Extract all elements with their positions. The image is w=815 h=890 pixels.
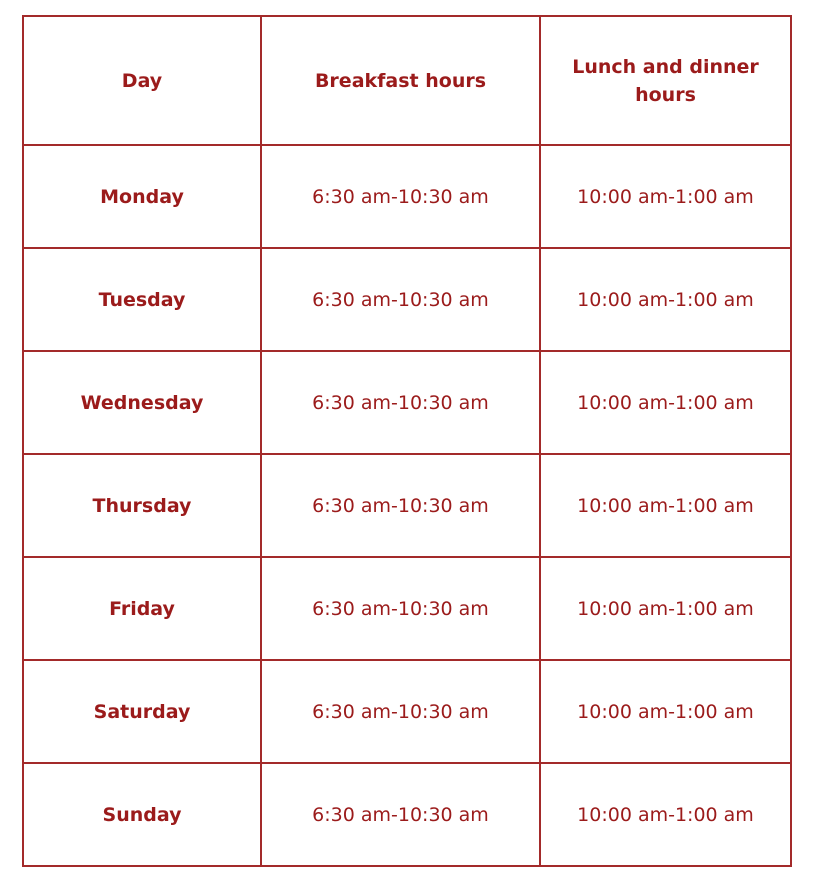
lunch-dinner-cell: 10:00 am-1:00 am <box>540 454 791 557</box>
header-lunch-dinner-hours: Lunch and dinner hours <box>540 16 791 145</box>
table-row <box>23 351 791 454</box>
lunch-dinner-cell: 10:00 am-1:00 am <box>540 557 791 660</box>
breakfast-cell: 6:30 am-10:30 am <box>261 763 540 866</box>
table-row <box>23 454 791 557</box>
lunch-dinner-cell: 10:00 am-1:00 am <box>540 660 791 763</box>
day-cell: Monday <box>23 145 261 248</box>
day-cell: Sunday <box>23 763 261 866</box>
breakfast-cell: 6:30 am-10:30 am <box>261 248 540 351</box>
table-header <box>23 16 791 145</box>
lunch-dinner-cell: 10:00 am-1:00 am <box>540 763 791 866</box>
lunch-dinner-cell: 10:00 am-1:00 am <box>540 248 791 351</box>
table-row <box>23 557 791 660</box>
table-row <box>23 660 791 763</box>
day-cell: Thursday <box>23 454 261 557</box>
header-breakfast-hours: Breakfast hours <box>261 16 540 145</box>
header-row <box>23 16 791 145</box>
breakfast-cell: 6:30 am-10:30 am <box>261 351 540 454</box>
table-body <box>23 145 791 866</box>
day-cell: Saturday <box>23 660 261 763</box>
table-row <box>23 763 791 866</box>
day-cell: Friday <box>23 557 261 660</box>
lunch-dinner-cell: 10:00 am-1:00 am <box>540 145 791 248</box>
table-row <box>23 145 791 248</box>
opening-hours-table <box>22 15 792 867</box>
header-day: Day <box>23 16 261 145</box>
breakfast-cell: 6:30 am-10:30 am <box>261 145 540 248</box>
day-cell: Wednesday <box>23 351 261 454</box>
day-cell: Tuesday <box>23 248 261 351</box>
breakfast-cell: 6:30 am-10:30 am <box>261 660 540 763</box>
breakfast-cell: 6:30 am-10:30 am <box>261 557 540 660</box>
table-row <box>23 248 791 351</box>
lunch-dinner-cell: 10:00 am-1:00 am <box>540 351 791 454</box>
breakfast-cell: 6:30 am-10:30 am <box>261 454 540 557</box>
